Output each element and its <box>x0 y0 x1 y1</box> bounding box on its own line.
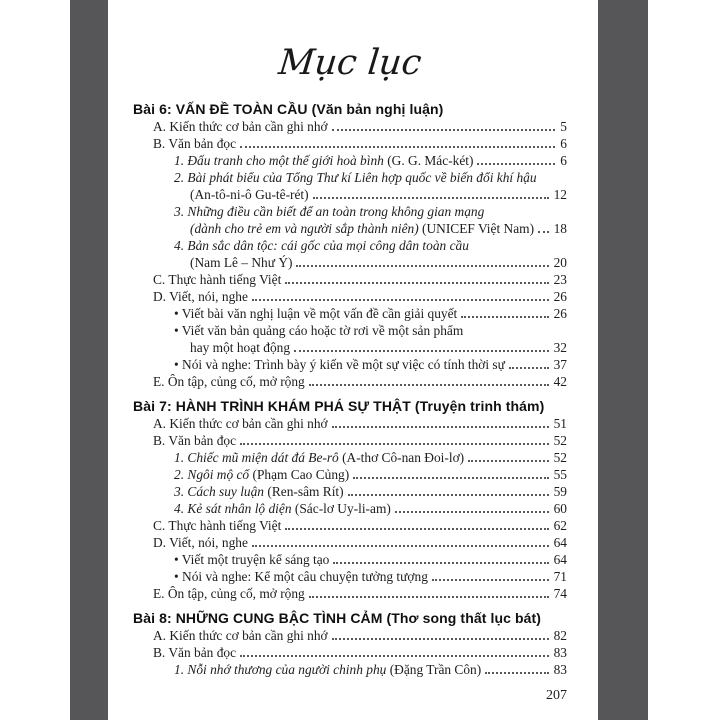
toc-row <box>133 551 567 568</box>
dot-leader <box>309 596 549 598</box>
page-ref: 60 <box>553 501 567 516</box>
toc-row <box>133 254 567 271</box>
toc-row <box>133 186 567 203</box>
toc-row <box>133 644 567 661</box>
toc-entry-text: A. Kiến thức cơ bản cần ghi nhớ <box>153 416 328 431</box>
toc-row <box>133 661 567 678</box>
toc-row <box>133 271 567 288</box>
page-ref: 52 <box>553 433 567 448</box>
page-ref: 64 <box>553 552 567 567</box>
dot-leader <box>477 163 555 165</box>
toc <box>133 100 567 678</box>
page-ref: 59 <box>553 484 567 499</box>
dot-leader <box>309 384 549 386</box>
toc-entry-text: • Viết bài văn nghị luận về một vấn đề cần giải quyết <box>174 306 458 321</box>
page-ref: 18 <box>553 221 567 236</box>
toc-row <box>133 415 567 432</box>
toc-row <box>133 534 567 551</box>
dot-leader <box>332 426 549 428</box>
toc-entry-text: hay một hoạt động <box>190 340 291 355</box>
dot-leader <box>240 146 555 148</box>
left-page-edge-bar <box>70 0 108 720</box>
dot-leader <box>313 197 549 199</box>
page-ref: 37 <box>553 357 567 372</box>
section-heading: Bài 7: HÀNH TRÌNH KHÁM PHÁ SỰ THẬT (Truyện trinh thám) <box>133 398 545 414</box>
dot-leader <box>332 129 556 131</box>
toc-row <box>133 500 567 517</box>
toc-row <box>133 339 567 356</box>
page-ref: 51 <box>553 416 567 431</box>
page-ref: 62 <box>553 518 567 533</box>
page-ref: 83 <box>553 662 567 677</box>
dot-leader <box>348 494 549 496</box>
toc-entry-text: • Viết một truyện kể sáng tạo <box>174 552 330 567</box>
toc-entry-text: • Nói và nghe: Kể một câu chuyện tưởng tượng <box>174 569 428 584</box>
toc-row <box>133 627 567 644</box>
page-ref: 23 <box>553 272 567 287</box>
toc-entry-text: B. Văn bản đọc <box>153 433 237 448</box>
toc-entry-text: • Viết văn bản quảng cáo hoặc tờ rơi về một sản phẩm <box>174 323 464 338</box>
toc-row <box>133 356 567 373</box>
toc-entry-text: D. Viết, nói, nghe <box>153 289 248 304</box>
toc-row <box>133 432 567 449</box>
toc-row <box>133 203 567 220</box>
toc-row <box>133 322 567 339</box>
toc-row <box>133 237 567 254</box>
toc-entry-text: A. Kiến thức cơ bản cần ghi nhớ <box>153 628 328 643</box>
dot-leader <box>461 316 548 318</box>
toc-row <box>133 373 567 390</box>
toc-entry-text: (An-tô-ni-ô Gu-tê-rét) <box>190 187 309 202</box>
page-ref: 26 <box>553 306 567 321</box>
toc-entry-text: • Nói và nghe: Trình bày ý kiến về một sự việc có tính thời sự <box>174 357 505 372</box>
right-page-edge-bar <box>598 0 648 720</box>
toc-row <box>133 220 567 237</box>
dot-leader <box>395 511 549 513</box>
toc-entry-text: 3. Những điều cần biết để an toàn trong không gian mạng <box>174 204 485 219</box>
dot-leader <box>468 460 549 462</box>
toc-entry-text: 3. Cách suy luận (Ren-sâm Rít) <box>174 484 344 499</box>
dot-leader <box>432 579 549 581</box>
toc-entry-text: D. Viết, nói, nghe <box>153 535 248 550</box>
toc-entry-text: 4. Kẻ sát nhân lộ diện (Sác-lơ Uy-li-am) <box>174 501 391 516</box>
page-ref: 5 <box>560 119 567 134</box>
page-ref: 82 <box>553 628 567 643</box>
toc-entry-text: 2. Bài phát biểu của Tổng Thư kí Liên hợp quốc về biến đổi khí hậu <box>174 170 537 185</box>
dot-leader <box>252 299 549 301</box>
dot-leader <box>296 265 548 267</box>
dot-leader <box>485 672 548 674</box>
page-ref: 20 <box>553 255 567 270</box>
toc-entry-text: 2. Ngôi mộ cổ (Phạm Cao Củng) <box>174 467 350 482</box>
page-ref: 42 <box>553 374 567 389</box>
page-ref: 32 <box>553 340 567 355</box>
toc-row <box>133 288 567 305</box>
toc-title: Mục lục <box>276 43 424 83</box>
dot-leader <box>294 350 549 352</box>
dot-leader <box>509 367 549 369</box>
page-ref: 64 <box>553 535 567 550</box>
toc-row <box>133 449 567 466</box>
toc-entry-text: (dành cho trẻ em và người sắp thành niên) (UNICEF Việt Nam) <box>190 221 535 236</box>
toc-entry-text: 1. Nỗi nhớ thương của người chinh phụ (Đặng Trần Côn) <box>174 662 482 677</box>
toc-entry-text: A. Kiến thức cơ bản cần ghi nhớ <box>153 119 328 134</box>
toc-entry-text: 1. Đấu tranh cho một thế giới hoà bình (G. G. Mác-két) <box>174 153 474 168</box>
toc-entry-text: C. Thực hành tiếng Việt <box>153 518 282 533</box>
page-ref: 55 <box>553 467 567 482</box>
toc-row <box>133 135 567 152</box>
page-ref: 6 <box>560 153 567 168</box>
toc-entry-text: 1. Chiếc mũ miện dát đá Be-rô (A-thơ Cô-nan Đoi-lơ) <box>174 450 465 465</box>
toc-entry-text: B. Văn bản đọc <box>153 645 237 660</box>
dot-leader <box>333 562 548 564</box>
toc-entry-text: 4. Bản sắc dân tộc: cái gốc của mọi công dân toàn cầu <box>174 238 469 253</box>
toc-entry-text: (Nam Lê – Như Ý) <box>190 255 293 270</box>
section-heading: Bài 8: NHỮNG CUNG BẬC TÌNH CẢM (Thơ song thất lục bát) <box>133 610 542 626</box>
dot-leader <box>240 655 549 657</box>
toc-row <box>133 152 567 169</box>
toc-entry-text: B. Văn bản đọc <box>153 136 237 151</box>
page-ref: 74 <box>553 586 567 601</box>
footer-page-number: 207 <box>546 688 567 703</box>
dot-leader <box>353 477 548 479</box>
toc-row <box>133 466 567 483</box>
dot-leader <box>332 638 549 640</box>
page-ref: 83 <box>553 645 567 660</box>
dot-leader <box>240 443 549 445</box>
toc-row <box>133 483 567 500</box>
toc-row <box>133 118 567 135</box>
toc-entry-text: C. Thực hành tiếng Việt <box>153 272 282 287</box>
dot-leader <box>538 231 549 233</box>
toc-row <box>133 585 567 602</box>
dot-leader <box>285 528 548 530</box>
section-heading: Bài 6: VẤN ĐỀ TOÀN CẦU (Văn bản nghị luận) <box>133 101 444 117</box>
toc-row <box>133 517 567 534</box>
page-ref: 26 <box>553 289 567 304</box>
toc-row <box>133 568 567 585</box>
toc-row <box>133 169 567 186</box>
toc-entry-text: E. Ôn tập, củng cố, mở rộng <box>153 586 305 601</box>
page-ref: 71 <box>553 569 567 584</box>
page-ref: 12 <box>553 187 567 202</box>
toc-entry-text: E. Ôn tập, củng cố, mở rộng <box>153 374 305 389</box>
page-ref: 6 <box>560 136 567 151</box>
book-page <box>110 0 598 720</box>
dot-leader <box>252 545 549 547</box>
page-ref: 52 <box>553 450 567 465</box>
dot-leader <box>285 282 548 284</box>
toc-row <box>133 305 567 322</box>
